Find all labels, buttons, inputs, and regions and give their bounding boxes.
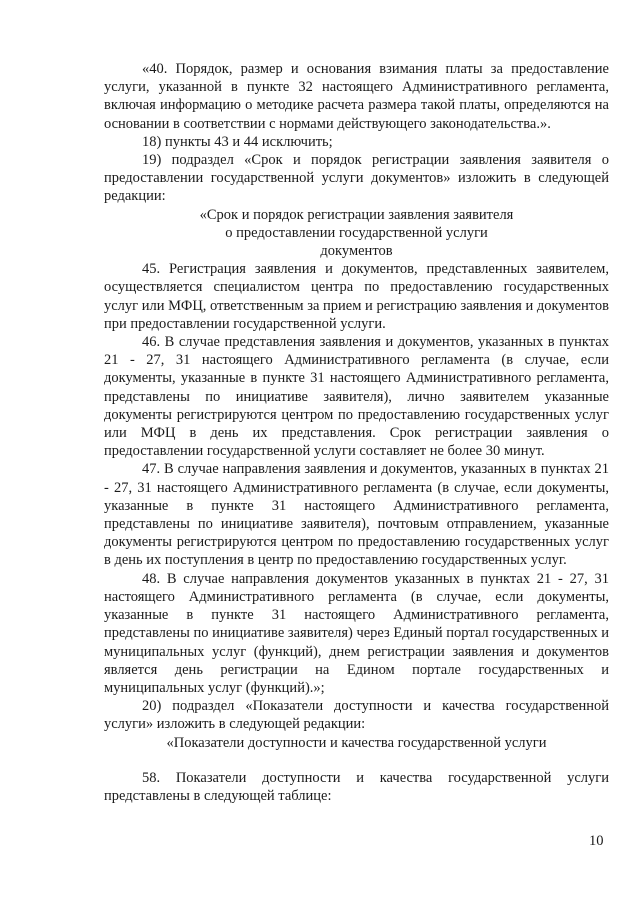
paragraph-item-19: 19) подраздел «Срок и порядок регистрации заявления заявителя о предоставлении государственной услуги документов» изложить в следующей редакции: bbox=[104, 152, 609, 205]
section-heading-quality: «Показатели доступности и качества государственной услуги bbox=[166, 734, 547, 751]
section-heading-registration-line-2: о предоставлении государственной услуги bbox=[225, 224, 488, 241]
paragraph-46: 46. В случае представления заявления и документов, указанных в пунктах 21 - 27, 31 настоящего Административного регламента (в случае, если документы, указанные в пункте 31 настоящего Административного регламента, представлены по инициативе заявителя), лично заявителем указанные документы регистрируются центром по предоставлению государственных услуг или МФЦ в день их представления. Срок регистрации заявления о предоставлении государственной услуги составляет не более 30 минут. bbox=[104, 334, 609, 460]
paragraph-58: 58. Показатели доступности и качества государственной услуги представлены в следующей таблице: bbox=[104, 769, 609, 804]
section-heading-registration-line-1: «Срок и порядок регистрации заявления заявителя bbox=[199, 206, 514, 223]
section-heading-registration-line-3: документов bbox=[320, 243, 393, 260]
paragraph-47: 47. В случае направления заявления и документов, указанных в пунктах 21 - 27, 31 настоящего Административного регламента (в случае, если документы, указанные в пункте 31 настоящего Административного регламента, представлены по инициативе заявителя), почтовым отправлением, указанные документы регистрируются центром по предоставлению государственных услуг в день их поступления в центр по предоставлению государственных услуг. bbox=[104, 461, 609, 569]
paragraph-48: 48. В случае направления документов указанных в пунктах 21 - 27, 31 настоящего Административного регламента (в случае, если документы, указанные в пункте 31 настоящего Административного регламента, представлены по инициативе заявителя) через Единый портал государственных и муниципальных услуг (функций), днем регистрации заявления и документов является день регистрации на Едином портале государственных и муниципальных услуг (функций).»; bbox=[104, 570, 609, 696]
paragraph-40: «40. Порядок, размер и основания взимания платы за предоставление услуги, указанной в пункте 32 настоящего Административного регламента, включая информацию о методике расчета размера такой платы, определяются на основании в соответствии с нормами действующего законодательства.». bbox=[104, 61, 609, 132]
section-heading-registration bbox=[104, 206, 609, 261]
page-number: 10 bbox=[589, 833, 604, 849]
document-body bbox=[104, 60, 609, 805]
paragraph-45: 45. Регистрация заявления и документов, представленных заявителем, осуществляется специалистом центра по предоставлению государственных услуг или МФЦ, ответственным за прием и регистрацию заявления и документов при предоставлении государственной услуги. bbox=[104, 261, 609, 332]
blank-line-spacer bbox=[104, 752, 609, 769]
paragraph-item-20: 20) подраздел «Показатели доступности и качества государственной услуги» изложить в следующей редакции: bbox=[104, 698, 609, 733]
paragraph-item-18: 18) пункты 43 и 44 исключить; bbox=[142, 133, 333, 150]
